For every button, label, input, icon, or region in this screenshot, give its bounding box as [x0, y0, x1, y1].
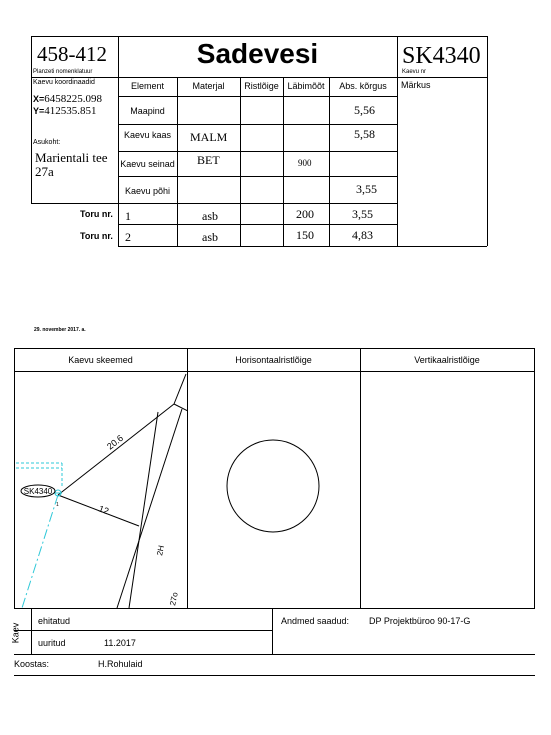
row-maapind-element: Maapind [130, 106, 165, 116]
planzeti-label: Planzeti nomenklatuur [33, 69, 93, 75]
koostas-label: Koostas: [14, 659, 50, 669]
toru1-materjal: asb [202, 209, 218, 223]
toru1-labimoot: 200 [296, 207, 314, 221]
andmed-label: Andmed saadud: [281, 616, 350, 626]
toru1-label: Toru nr. [80, 209, 113, 219]
ehitatud-label: ehitatud [38, 616, 71, 626]
row-seinad-labimoot: 900 [298, 158, 312, 168]
toru2-label: Toru nr. [80, 231, 113, 241]
label-12: 12 [97, 503, 111, 517]
kaevu-label: Kaevu nr [402, 69, 427, 75]
coord-y-value: 412535.851 [44, 105, 97, 117]
planzeti-number: 458-412 [37, 42, 107, 66]
row-pohi-element: Kaevu põhi [124, 186, 171, 196]
koostas-value: H.Rohulaid [98, 659, 143, 669]
toru2-nr: 2 [125, 230, 131, 244]
asukoht-line1: Marientali tee [35, 150, 108, 165]
header-element: Element [130, 81, 165, 91]
header-korgus: Abs. kõrgus [339, 81, 387, 91]
header-ristloige: Ristlõige [244, 81, 279, 91]
header-markus: Märkus [401, 80, 431, 90]
coord-x-value: 6458225.098 [44, 93, 103, 105]
coord-x [33, 93, 102, 105]
asukoht-label: Asukoht: [33, 139, 61, 146]
col-vertikaal: Vertikaalristlõige [414, 355, 480, 365]
page-title: Sadevesi [196, 38, 319, 69]
kaevu-number: SK4340 [402, 43, 481, 69]
label-1: 1 [56, 502, 59, 508]
uuritud-date: 11.2017 [104, 638, 136, 648]
label-sk: SK4340 [23, 487, 53, 496]
toru2-labimoot: 150 [296, 228, 314, 242]
row-kaas-element: Kaevu kaas [123, 130, 172, 140]
coord-x-label: X= [33, 94, 45, 104]
toru1-korgus: 3,55 [352, 207, 373, 221]
header-labimoot: Läbimõõt [287, 81, 325, 91]
coords-label: Kaevu koordinaadid [33, 79, 95, 86]
kaev-vertical-label: Kaev [10, 622, 21, 644]
row-maapind-korgus: 5,56 [354, 103, 375, 117]
well-scheme [14, 371, 188, 608]
toru2-korgus: 4,83 [352, 228, 373, 242]
row-kaas-materjal: MALM [190, 130, 228, 144]
asukoht-line2: 27a [35, 164, 54, 179]
row-pohi-korgus: 3,55 [356, 182, 377, 196]
horizontal-section [187, 371, 360, 608]
row-seinad-element: Kaevu seinad [120, 159, 175, 169]
label-206: 20.6 [105, 432, 126, 452]
coord-y [33, 105, 97, 117]
toru1-nr: 1 [125, 209, 131, 223]
uuritud-label: uuritud [38, 638, 66, 648]
header-materjal: Materjal [192, 81, 225, 91]
label-27o: 27o [168, 591, 180, 607]
toru2-materjal: asb [202, 230, 218, 244]
coord-y-label: Y= [33, 106, 45, 116]
col-horisontaal: Horisontaalristlõige [235, 355, 312, 365]
col-kaevu-skeemed: Kaevu skeemed [68, 355, 133, 365]
label-2h: 2H [155, 544, 167, 557]
andmed-value: DP Projektbüroo 90-17-G [369, 616, 471, 626]
row-kaas-korgus: 5,58 [354, 127, 375, 141]
row-seinad-materjal: BET [197, 153, 220, 167]
date-text: 29. november 2017. a. [34, 327, 86, 333]
